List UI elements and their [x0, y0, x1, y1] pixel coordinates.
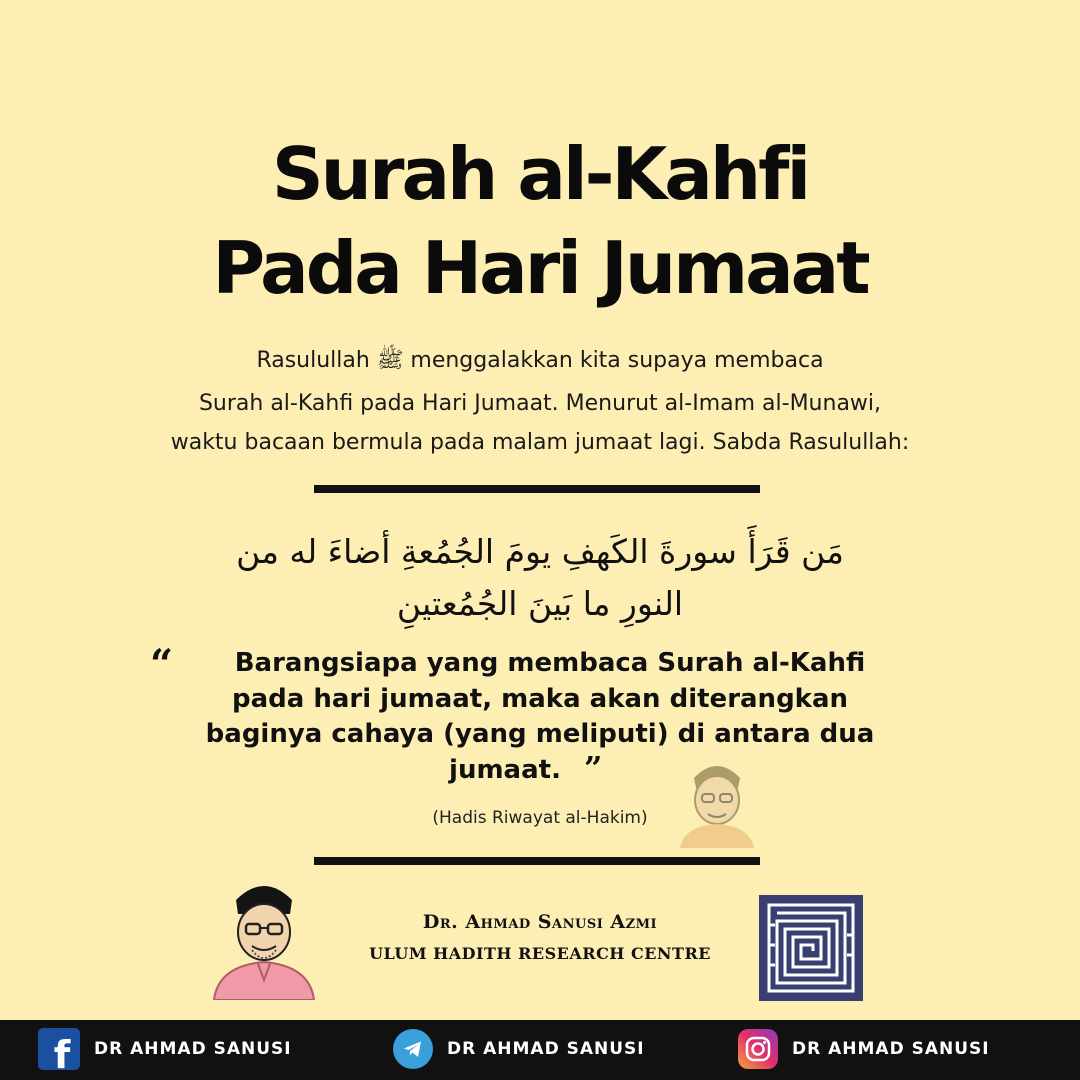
facebook-icon: f — [38, 1028, 80, 1070]
instagram-handle: DR AHMAD SANUSI — [792, 1039, 990, 1059]
author-organization: ULUM HADITH RESEARCH CENTRE — [369, 944, 711, 963]
quote-line-4: jumaat. — [449, 755, 561, 785]
arabic-hadith-line-2: النورِ ما بَينَ الجُمُعتينِ — [396, 584, 684, 623]
intro-line-1: Rasulullah ﷺ menggalakkan kita supaya membaca — [256, 348, 824, 373]
intro-line-3: waktu bacaan bermula pada malam jumaat lagi. Sabda Rasulullah: — [170, 430, 910, 455]
title-line-1: Surah al-Kahfi — [271, 132, 809, 216]
telegram-handle: DR AHMAD SANUSI — [447, 1039, 645, 1059]
portrait-sketch-icon — [208, 870, 320, 1000]
open-quote-mark: “ — [150, 641, 174, 688]
telegram-icon — [393, 1029, 433, 1069]
divider-bottom — [314, 857, 760, 865]
hadith-source: (Hadis Riwayat al-Hakim) — [432, 808, 648, 828]
quote-line-3: baginya cahaya (yang meliputi) di antara dua — [205, 719, 875, 749]
close-quote-mark: ” — [584, 749, 603, 787]
portrait-sketch-icon — [672, 748, 762, 848]
facebook-link[interactable] — [38, 1026, 292, 1072]
intro-line-2: Surah al-Kahfi pada Hari Jumaat. Menurut al-Imam al-Munawi, — [198, 391, 882, 416]
kufic-square-logo-icon — [759, 895, 863, 1001]
arabic-hadith-line-1: مَن قَرَأَ سورةَ الكَهفِ يومَ الجُمُعةِ أضاءَ له من — [236, 532, 844, 571]
divider-top — [314, 485, 760, 493]
quote-line-2: pada hari jumaat, maka akan diterangkan — [231, 684, 849, 714]
quote-line-1: Barangsiapa yang membaca Surah al-Kahfi — [234, 648, 866, 678]
author-name: Dr. Ahmad Sanusi Azmi — [422, 911, 658, 933]
facebook-handle: DR AHMAD SANUSI — [94, 1039, 292, 1059]
instagram-link[interactable] — [738, 1026, 990, 1072]
title-line-2: Pada Hari Jumaat — [212, 226, 868, 310]
telegram-link[interactable] — [393, 1026, 645, 1072]
instagram-icon — [738, 1029, 778, 1069]
